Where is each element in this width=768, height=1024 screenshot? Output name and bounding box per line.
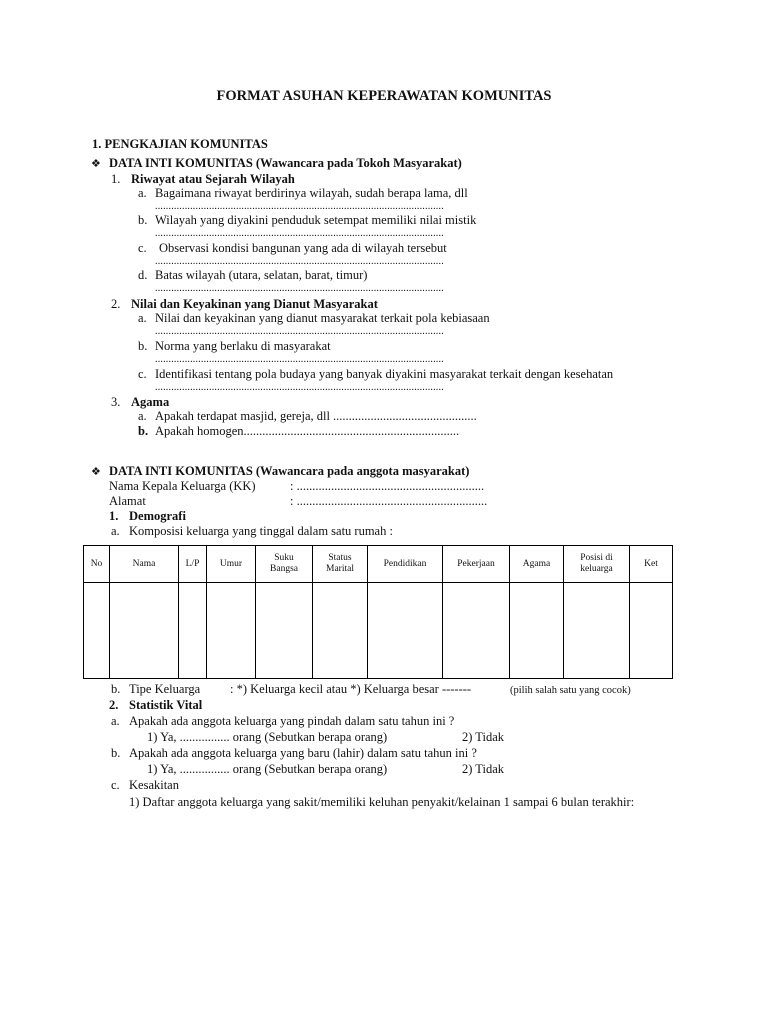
question-text: Kesakitan [129, 778, 179, 792]
page-title: FORMAT ASUHAN KEPERAWATAN KOMUNITAS [216, 88, 552, 104]
answer-line[interactable]: ........................................................................................................... [155, 256, 444, 267]
col-header-umur: Umur [207, 546, 256, 583]
question-text: Apakah ada anggota keluarga yang baru (lahir) dalam satu tahun ini ? [129, 746, 477, 760]
group-title: Statistik Vital [129, 698, 203, 712]
item-letter: d. [138, 268, 148, 282]
family-composition-table [83, 545, 673, 679]
table-header-row [84, 546, 673, 583]
item-text: Komposisi keluarga yang tinggal dalam satu rumah : [129, 524, 393, 538]
answer-line[interactable]: ........................................................................................................... [155, 382, 444, 393]
question-subtext: 1) Daftar anggota keluarga yang sakit/memiliki keluhan penyakit/kelainan 1 sampai 6 bulan terakhir: [129, 795, 635, 809]
group-title: Nilai dan Keyakinan yang Dianut Masyarakat [131, 297, 378, 311]
bullet-icon: ❖ [91, 465, 101, 478]
group-number: 3. [111, 395, 121, 409]
col-header-agama: Agama [510, 546, 564, 583]
table-cell[interactable] [368, 583, 443, 679]
col-header-ket: Ket [630, 546, 673, 583]
item-letter: b. [138, 339, 148, 353]
item-text: Bagaimana riwayat berdirinya wilayah, sudah berapa lama, dll [155, 186, 468, 200]
kk-field[interactable]: : ............................................................ [290, 479, 485, 493]
col-header-lp: L/P [179, 546, 207, 583]
group-title: Agama [131, 395, 170, 409]
answer-line[interactable]: ........................................................................................................... [155, 326, 444, 337]
item-text: Norma yang berlaku di masyarakat [155, 339, 331, 353]
col-header-pekerjaan: Pekerjaan [443, 546, 510, 583]
answer-line[interactable]: ........................................................................................................... [155, 201, 444, 212]
tipe-keluarga-options[interactable]: : *) Keluarga kecil atau *) Keluarga besar ------- [230, 682, 472, 696]
question-text: Apakah ada anggota keluarga yang pindah dalam satu tahun ini ? [129, 714, 455, 728]
item-text[interactable]: Apakah homogen..................................................................... [155, 424, 460, 438]
item-letter: b. [138, 424, 149, 438]
table-cell[interactable] [443, 583, 510, 679]
group-number: 1. [111, 172, 121, 186]
kk-label: Nama Kepala Keluarga (KK) [109, 479, 256, 493]
table-cell[interactable] [207, 583, 256, 679]
answer-yes[interactable]: 1) Ya, ................ orang (Sebutkan berapa orang) [147, 730, 388, 744]
item-letter: a. [111, 524, 120, 538]
item-letter: c. [138, 367, 147, 381]
answer-line[interactable]: ........................................................................................................... [155, 283, 444, 294]
table-cell[interactable] [564, 583, 630, 679]
bullet-icon: ❖ [91, 157, 101, 170]
answer-yes[interactable]: 1) Ya, ................ orang (Sebutkan berapa orang) [147, 762, 388, 776]
answer-line[interactable]: ........................................................................................................... [155, 354, 444, 365]
item-letter: b. [111, 746, 121, 760]
col-header-status-marital: Status Marital [313, 546, 368, 583]
item-text[interactable]: Apakah terdapat masjid, gereja, dll .............................................. [155, 409, 477, 423]
item-letter: a. [138, 311, 147, 325]
table-row [84, 583, 673, 679]
item-letter: a. [138, 409, 147, 423]
subsection-heading: DATA INTI KOMUNITAS (Wawancara pada anggota masyarakat) [109, 464, 470, 478]
item-letter: b. [111, 682, 121, 696]
group-title: Demografi [129, 509, 186, 523]
table-cell[interactable] [84, 583, 110, 679]
table-cell[interactable] [179, 583, 207, 679]
table-cell[interactable] [630, 583, 673, 679]
col-header-suku-bangsa: Suku Bangsa [256, 546, 313, 583]
item-letter: c. [138, 241, 147, 255]
item-letter: c. [111, 778, 120, 792]
col-header-no: No [84, 546, 110, 583]
answer-no[interactable]: 2) Tidak [462, 762, 505, 776]
alamat-label: Alamat [109, 494, 146, 508]
answer-line[interactable]: ........................................................................................................... [155, 228, 444, 239]
alamat-field[interactable]: : ............................................................. [290, 494, 488, 508]
group-number: 2. [111, 297, 121, 311]
col-header-nama: Nama [110, 546, 179, 583]
tipe-keluarga-label: Tipe Keluarga [129, 682, 201, 696]
subsection-heading: DATA INTI KOMUNITAS (Wawancara pada Tokoh Masyarakat) [109, 156, 462, 170]
col-header-pendidikan: Pendidikan [368, 546, 443, 583]
tipe-keluarga-note: (pilih salah satu yang cocok) [510, 685, 631, 696]
table-cell[interactable] [313, 583, 368, 679]
group-number: 2. [109, 698, 119, 712]
item-text: Wilayah yang diyakini penduduk setempat memiliki nilai mistik [155, 213, 477, 227]
item-letter: a. [138, 186, 147, 200]
table-cell[interactable] [256, 583, 313, 679]
group-number: 1. [109, 509, 119, 523]
item-text: Batas wilayah (utara, selatan, barat, timur) [155, 268, 368, 282]
item-text: Observasi kondisi bangunan yang ada di wilayah tersebut [159, 241, 447, 255]
group-title: Riwayat atau Sejarah Wilayah [131, 172, 295, 186]
item-letter: a. [111, 714, 120, 728]
table-cell[interactable] [510, 583, 564, 679]
table-cell[interactable] [110, 583, 179, 679]
answer-no[interactable]: 2) Tidak [462, 730, 505, 744]
col-header-posisi: Posisi di keluarga [564, 546, 630, 583]
item-letter: b. [138, 213, 148, 227]
item-text: Identifikasi tentang pola budaya yang banyak diyakini masyarakat terkait dengan kesehatan [155, 367, 614, 381]
item-text: Nilai dan keyakinan yang dianut masyarakat terkait pola kebiasaan [155, 311, 490, 325]
section-heading: 1. PENGKAJIAN KOMUNITAS [92, 137, 268, 151]
